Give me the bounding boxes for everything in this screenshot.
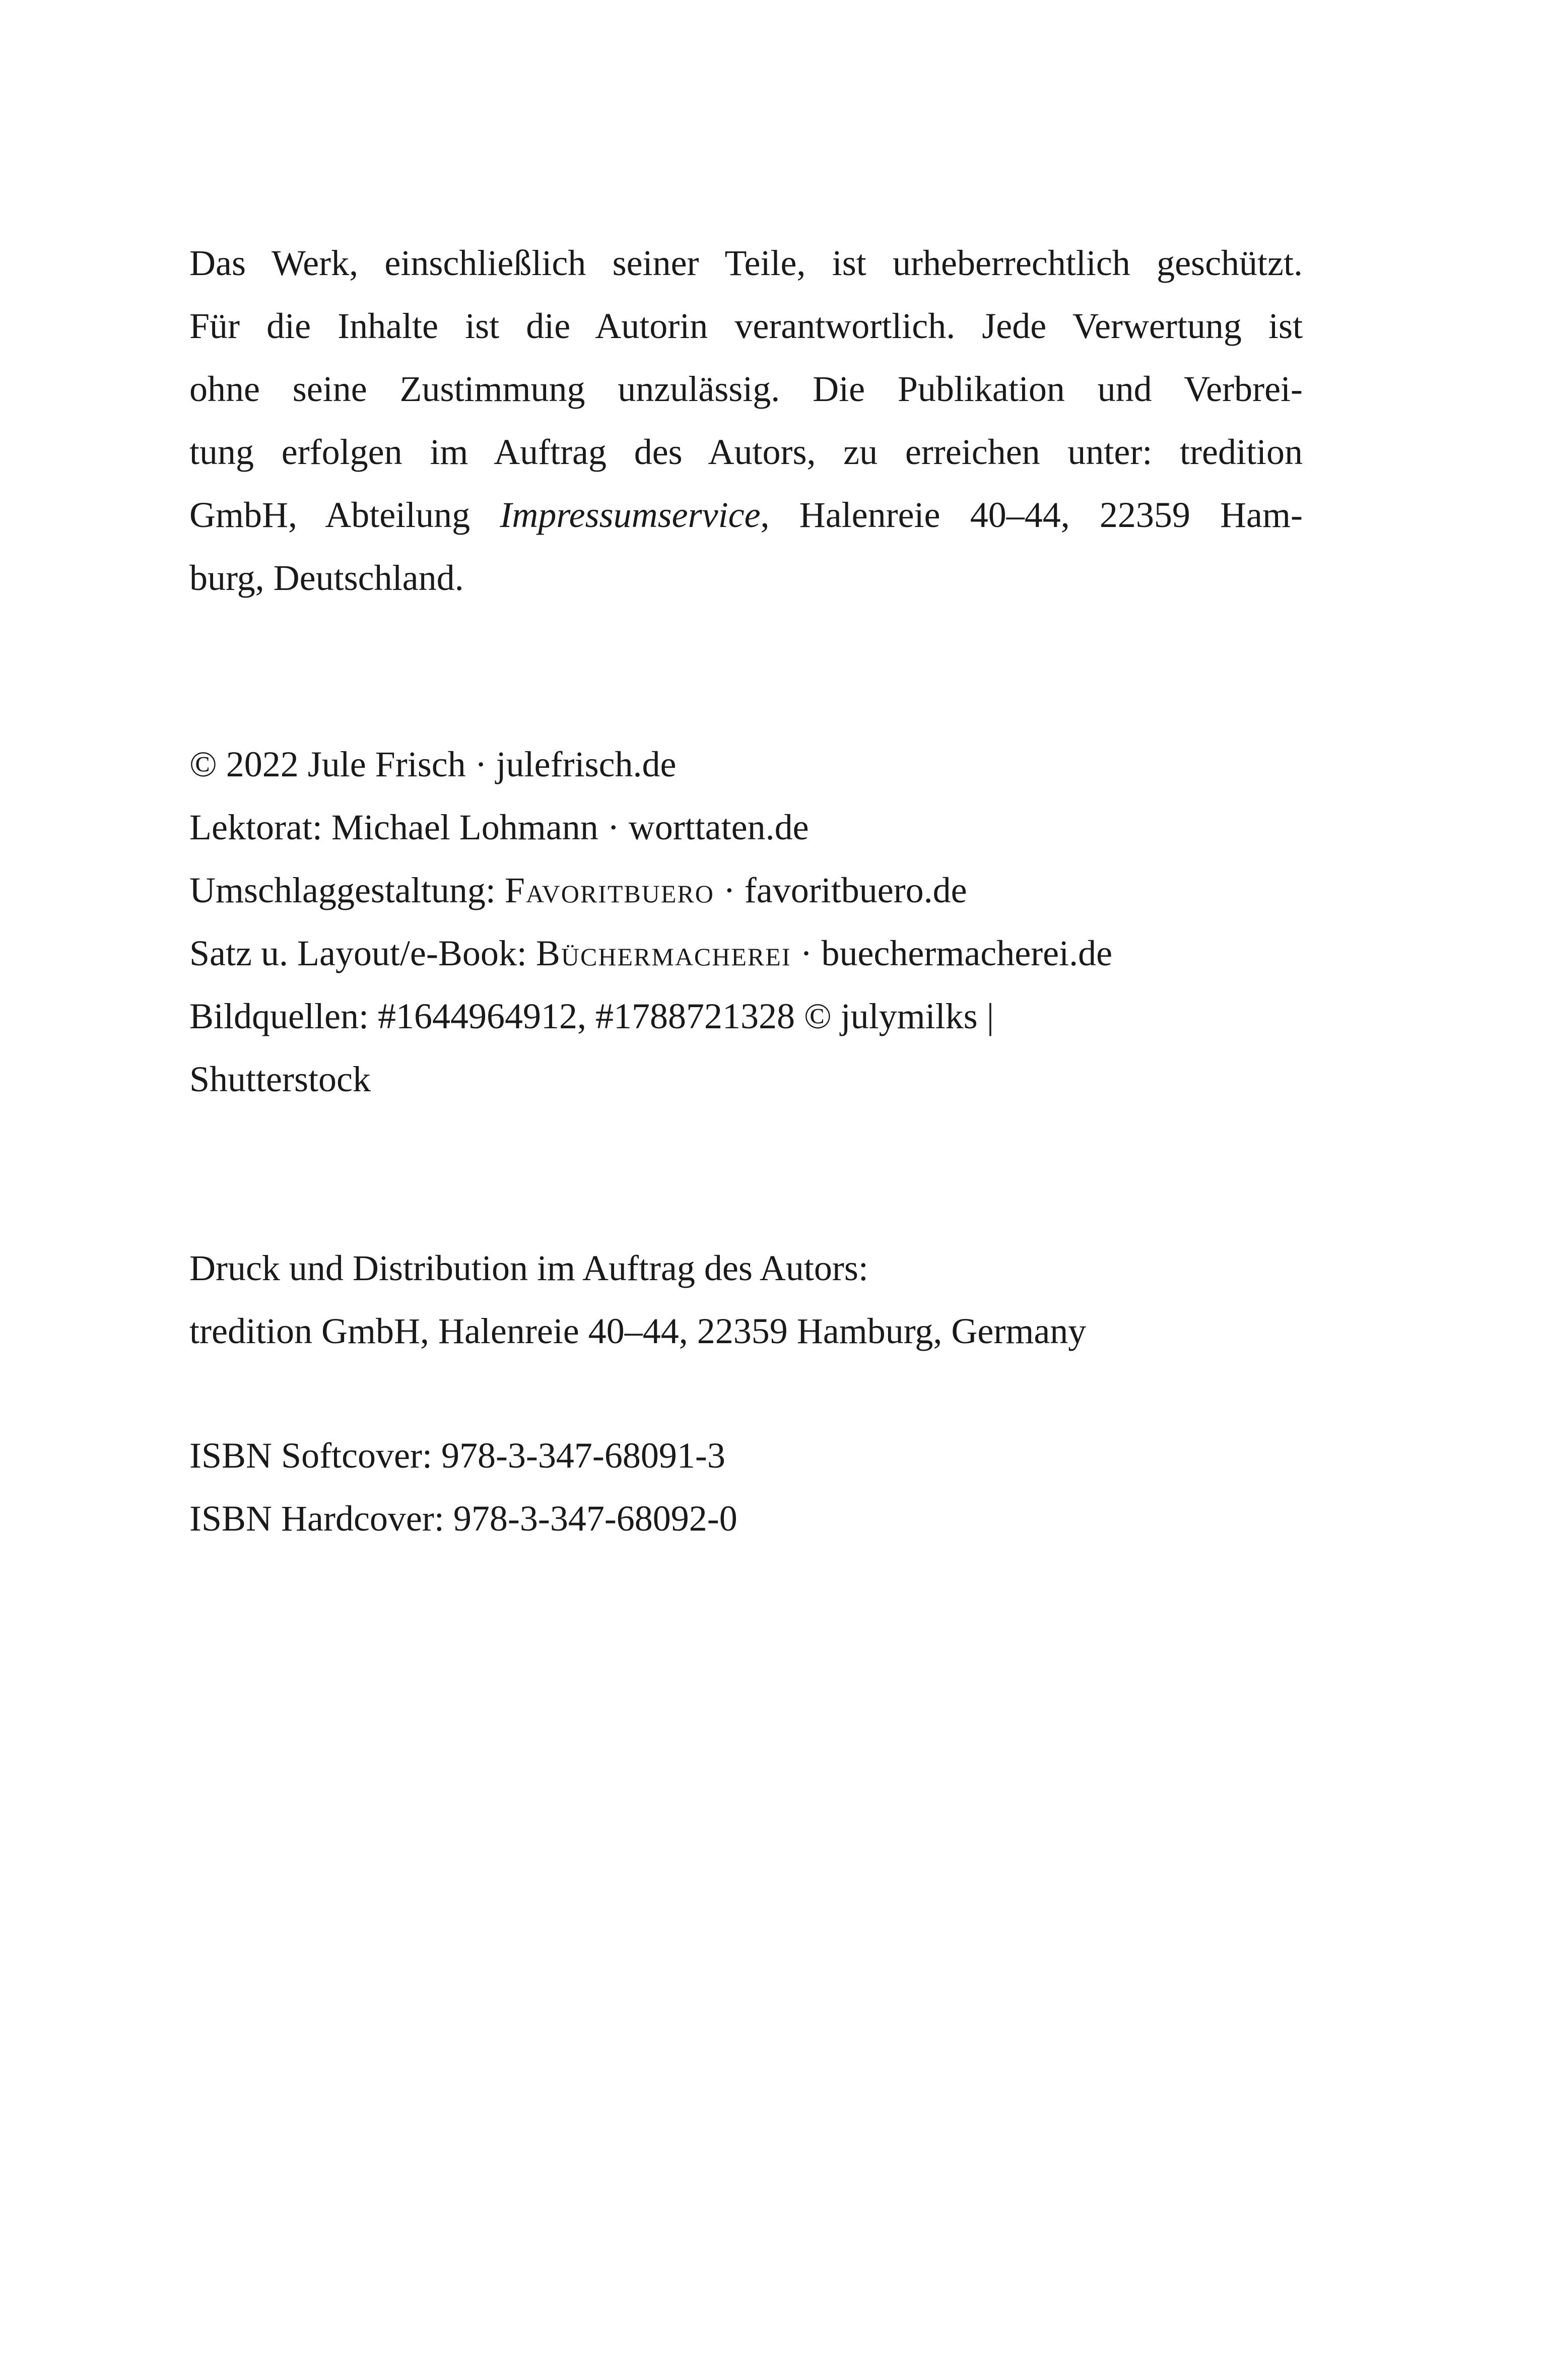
isbn-hardcover: ISBN Hardcover: 978-3-347-68092-0	[189, 1498, 737, 1539]
satz-line	[189, 922, 1303, 985]
print-line-2: tredition GmbH, Halenreie 40–44, 22359 Hamburg, Germany	[189, 1311, 1087, 1351]
legal-line-2: Für die Inhalte ist die Autorin verantwortlich. Jede Verwertung ist	[189, 306, 1303, 346]
lektorat-line: Lektorat: Michael Lohmann · worttaten.de	[189, 807, 809, 847]
legal-notice	[189, 232, 1303, 610]
print-distribution	[189, 1237, 1303, 1363]
print-line-1: Druck und Distribution im Auftrag des Autors:	[189, 1248, 868, 1288]
umschlag-url: · favoritbuero.de	[714, 870, 967, 910]
umschlag-name: Favoritbuero	[504, 870, 714, 910]
legal-line-5-start: GmbH, Abteilung	[189, 495, 500, 535]
legal-line-5	[189, 484, 1303, 547]
legal-line-5-end: , Halenreie 40–44, 22359 Ham-	[760, 495, 1303, 535]
umschlag-line	[189, 859, 1303, 922]
legal-line-5-italic: Impressumservice	[500, 495, 761, 535]
bildquellen-line: Bildquellen: #1644964912, #1788721328 © julymilks |	[189, 996, 994, 1036]
isbn-block	[189, 1424, 1303, 1550]
satz-label: Satz u. Layout/e-Book:	[189, 933, 536, 973]
umschlag-label: Umschlaggestaltung:	[189, 870, 505, 910]
bildquellen-continuation: Shutterstock	[189, 1059, 371, 1099]
satz-url: · buechermacherei.de	[791, 933, 1113, 973]
legal-line-1: Das Werk, einschließlich seiner Teile, ist urheberrechtlich geschützt.	[189, 243, 1303, 283]
legal-line-3: ohne seine Zustimmung unzulässig. Die Publikation und Verbrei-	[189, 369, 1303, 409]
isbn-softcover: ISBN Softcover: 978-3-347-68091-3	[189, 1435, 725, 1476]
credits	[189, 733, 1303, 1111]
legal-line-4: tung erfolgen im Auftrag des Autors, zu erreichen unter: tredition	[189, 432, 1303, 472]
satz-name: Büchermacherei	[535, 933, 791, 973]
copyright-line: © 2022 Jule Frisch · julefrisch.de	[189, 744, 677, 784]
legal-line-6: burg, Deutschland.	[189, 558, 464, 598]
